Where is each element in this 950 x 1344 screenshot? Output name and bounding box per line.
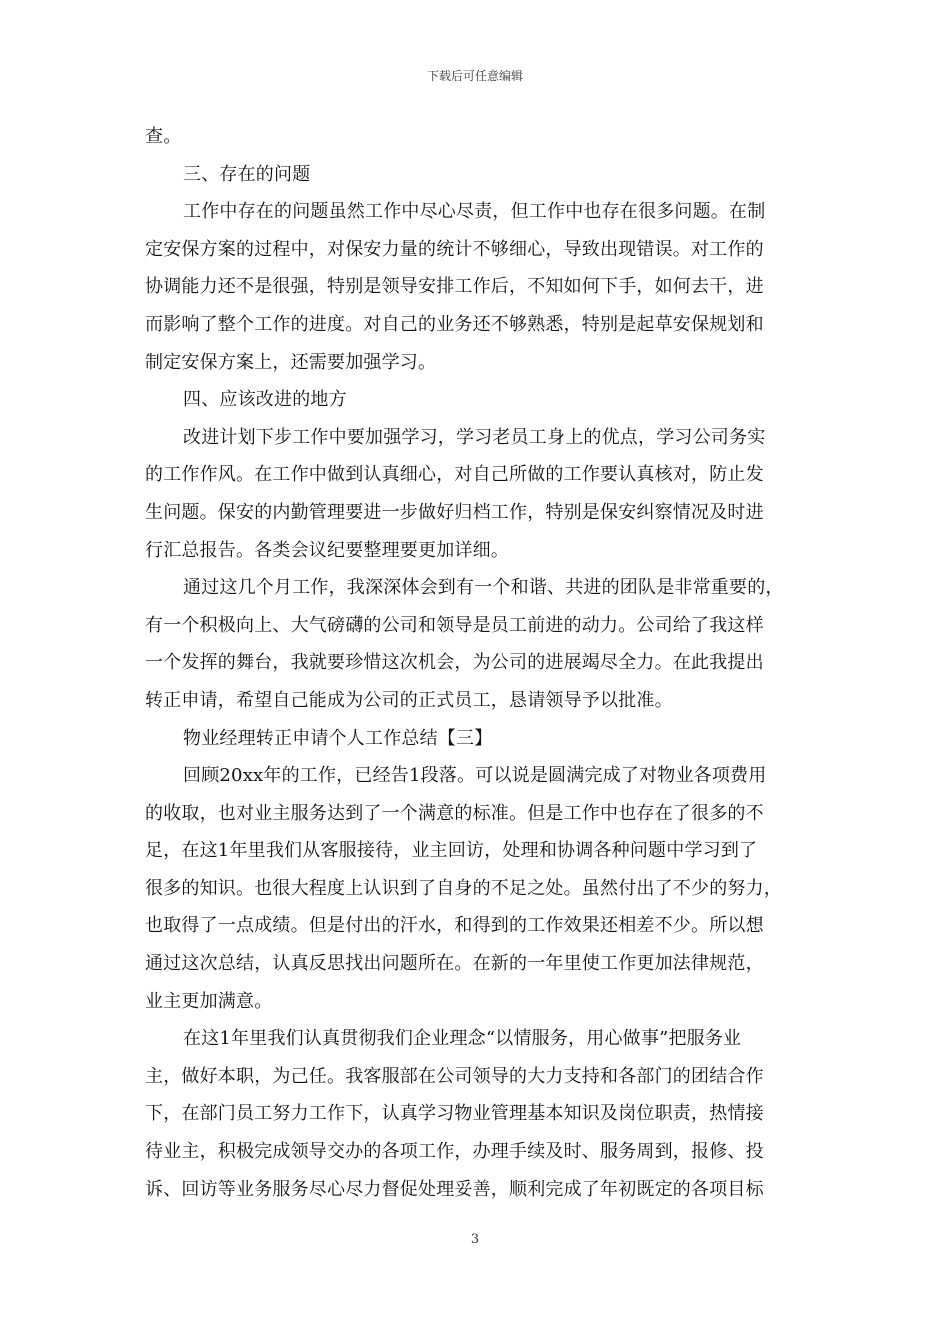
- text-line: 诉、回访等业务服务尽心尽力督促处理妥善，顺利完成了年初既定的各项目标: [145, 1178, 764, 1200]
- text-line: 定安保方案的过程中，对保安力量的统计不够细心，导致出现错误。对工作的: [145, 238, 764, 260]
- text-line: 协调能力还不是很强，特别是领导安排工作后，不知如何下手，如何去干，进: [145, 276, 764, 298]
- text-line: 下，在部门员工努力工作下，认真学习物业管理基本知识及岗位职责，热情接: [145, 1103, 764, 1125]
- text-line: 行汇总报告。各类会议纪要整理要更加详细。: [145, 539, 509, 561]
- text-line: 的收取，也对业主服务达到了一个满意的标准。但是工作中也存在了很多的不: [145, 802, 764, 824]
- text-line: 制定安保方案上，还需要加强学习。: [145, 351, 437, 373]
- text-line: 转正申请，希望自己能成为公司的正式员工，恳请领导予以批准。: [145, 689, 673, 711]
- text-line: 四、应该改进的地方: [183, 389, 347, 411]
- text-line: 回顾20xx年的工作，已经告1段落。可以说是圆满完成了对物业各项费用: [183, 765, 767, 787]
- text-line: 足，在这1年里我们从客服接待，业主回访，处理和协调各种问题中学习到了: [145, 840, 758, 862]
- page-number: 3: [470, 1232, 480, 1247]
- text-line: 也取得了一点成绩。但是付出的汗水，和得到的工作效果还相差不少。所以想: [145, 915, 764, 937]
- text-line: 生问题。保安的内勤管理要进一步做好归档工作，特别是保安纠察情况及时进: [145, 501, 764, 523]
- text-line: 在这1年里我们认真贯彻我们企业理念“以情服务，用心做事”把服务业: [183, 1028, 742, 1050]
- text-line: 一个发挥的舞台，我就要珍惜这次机会，为公司的进展竭尽全力。在此我提出: [145, 652, 764, 674]
- text-line: 有一个积极向上、大气磅礴的公司和领导是员工前进的动力。公司给了我这样: [145, 614, 764, 636]
- text-line: 待业主，积极完成领导交办的各项工作，办理手续及时、服务周到，报修、投: [145, 1141, 764, 1163]
- text-line: 三、存在的问题: [183, 163, 311, 185]
- text-line: 通过这几个月工作，我深深体会到有一个和谐、共进的团队是非常重要的，: [183, 577, 784, 599]
- text-line: 的工作作风。在工作中做到认真细心，对自己所做的工作要认真核对，防止发: [145, 464, 764, 486]
- text-line: 查。: [145, 126, 182, 147]
- document-body: [145, 118, 815, 1208]
- text-line: 很多的知识。也很大程度上认识到了自身的不足之处。虽然付出了不少的努力，: [145, 877, 782, 899]
- page-header: 下载后可任意编辑: [426, 69, 523, 83]
- text-line: 而影响了整个工作的进度。对自己的业务还不够熟悉，特别是起草安保规划和: [145, 313, 764, 335]
- text-line: 通过这次总结，认真反思找出问题所在。在新的一年里使工作更加法律规范，: [145, 953, 764, 975]
- text-line: 主，做好本职，为己任。我客服部在公司领导的大力支持和各部门的团结合作: [145, 1065, 764, 1087]
- text-line: 业主更加满意。: [145, 990, 273, 1012]
- text-line: 工作中存在的问题虽然工作中尽心尽责，但工作中也存在很多问题。在制: [183, 201, 766, 223]
- text-line: 物业经理转正申请个人工作总结【三】: [183, 727, 493, 749]
- text-line: 改进计划下步工作中要加强学习，学习老员工身上的优点，学习公司务实: [183, 426, 766, 448]
